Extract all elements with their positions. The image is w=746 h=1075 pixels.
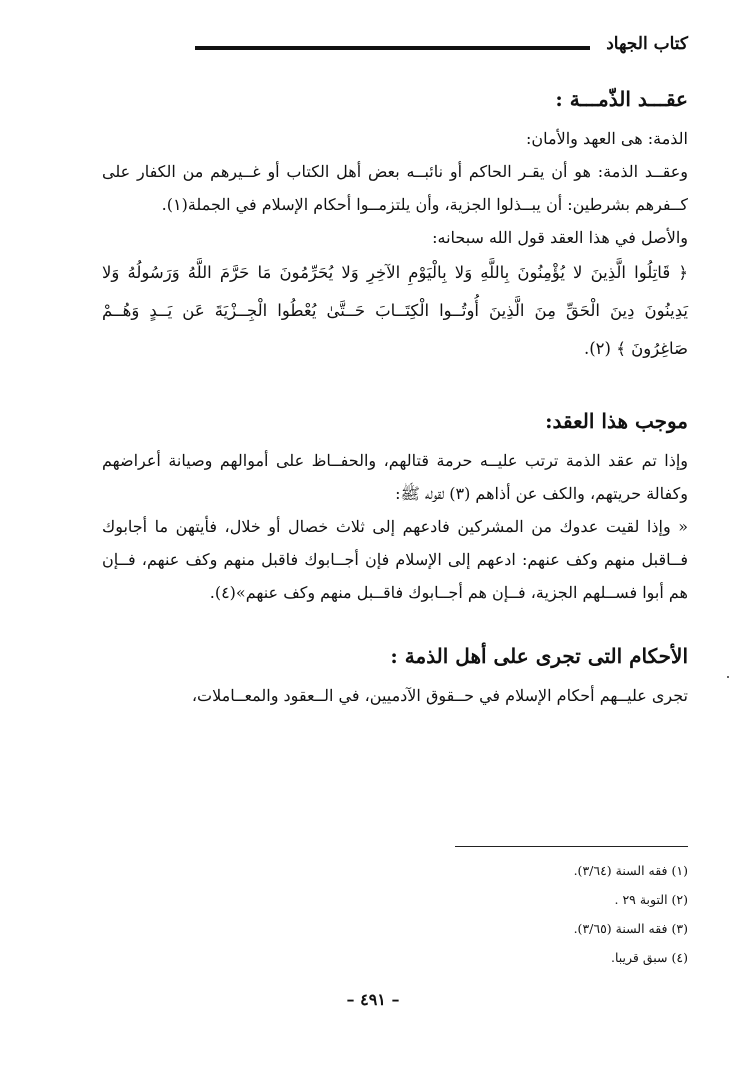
section-heading-obligation: موجب هذا العقد:	[545, 409, 688, 433]
footnote-separator	[455, 846, 688, 847]
paragraph-origin: والأصل في هذا العقد قول الله سبحانه:	[432, 228, 688, 247]
scan-speck	[727, 676, 729, 678]
running-header	[195, 34, 688, 62]
footnote-4: (٤) سبق قريبا.	[610, 950, 688, 965]
paragraph-hadith: « وإذا لقيت عدوك من المشركين فادعهم إلى ثلاث خصال أو خلال، فأيتهن ما أجابوك فــاقبل منهم وكف عنهم: ادعهم إلى الإسلام فإن أجــابوك فاقبل منهم وكف عنهم، فــإن هم أبوا فســلهم الجزية، فــإن هم أجــابوك فاقــبل منهم وكف عنهم»(٤).	[102, 517, 688, 602]
section-gap	[102, 368, 688, 404]
paragraph-contract: وعقــد الذمة: هو أن يقـر الحاكم أو نائبــه بعض أهل الكتاب أو غــيرهم من الكفار على كــفرهم بشرطين: أن يبــذلوا الجزية، وأن يلتزمــوا أحكام الإسلام في الجملة(١).	[102, 162, 688, 214]
header-title: كتاب الجهاد	[606, 34, 688, 54]
section-gap	[102, 609, 688, 639]
paragraph-definition: الذمة: هى العهد والأمان:	[526, 129, 688, 148]
header-rule	[195, 46, 590, 50]
footnote-3: (٣) فقه السنة (٣/٦٥).	[573, 921, 688, 936]
paragraph-rulings: تجرى عليــهم أحكام الإسلام في حــقوق الآدميين، في الــعقود والمعــاملات،	[191, 686, 688, 705]
page-body	[102, 82, 688, 712]
footnote-1: (١) فقه السنة (٣/٦٤).	[573, 863, 688, 878]
paragraph-obligation: وإذا تم عقد الذمة ترتب عليــه حرمة قتالهم، والحفــاظ على أموالهم وصيانة أعراضهم وكفالة حريتهم، والكف عن أذاهم (٣) لقوله ﷺ:	[102, 451, 688, 503]
section-heading-rulings: الأحكام التى تجرى على أهل الذمة :	[390, 644, 688, 668]
page-number: – ٤٩١ –	[346, 990, 400, 1009]
section-heading-dhimma: عقـــد الذّمـــة :	[555, 87, 688, 111]
quran-verse: ﴿ قَاتِلُوا الَّذِينَ لا يُؤْمِنُونَ بِاللَّهِ وَلا بِالْيَوْمِ الآخِرِ وَلا يُحَرِّمُونَ مَا حَرَّمَ اللَّهُ وَرَسُولُهُ وَلا يَدِينُونَ دِينَ الْحَقِّ مِنَ الَّذِينَ أُوتُــوا الْكِتَــابَ حَــتَّىٰ يُعْطُوا الْجِــزْيَةَ عَن يَــدٍ وَهُــمْ صَاغِرُونَ ﴾ (٢).	[102, 263, 688, 358]
footnote-2: (٢) التوبة ٢٩ .	[614, 892, 688, 907]
footnotes	[300, 856, 688, 972]
